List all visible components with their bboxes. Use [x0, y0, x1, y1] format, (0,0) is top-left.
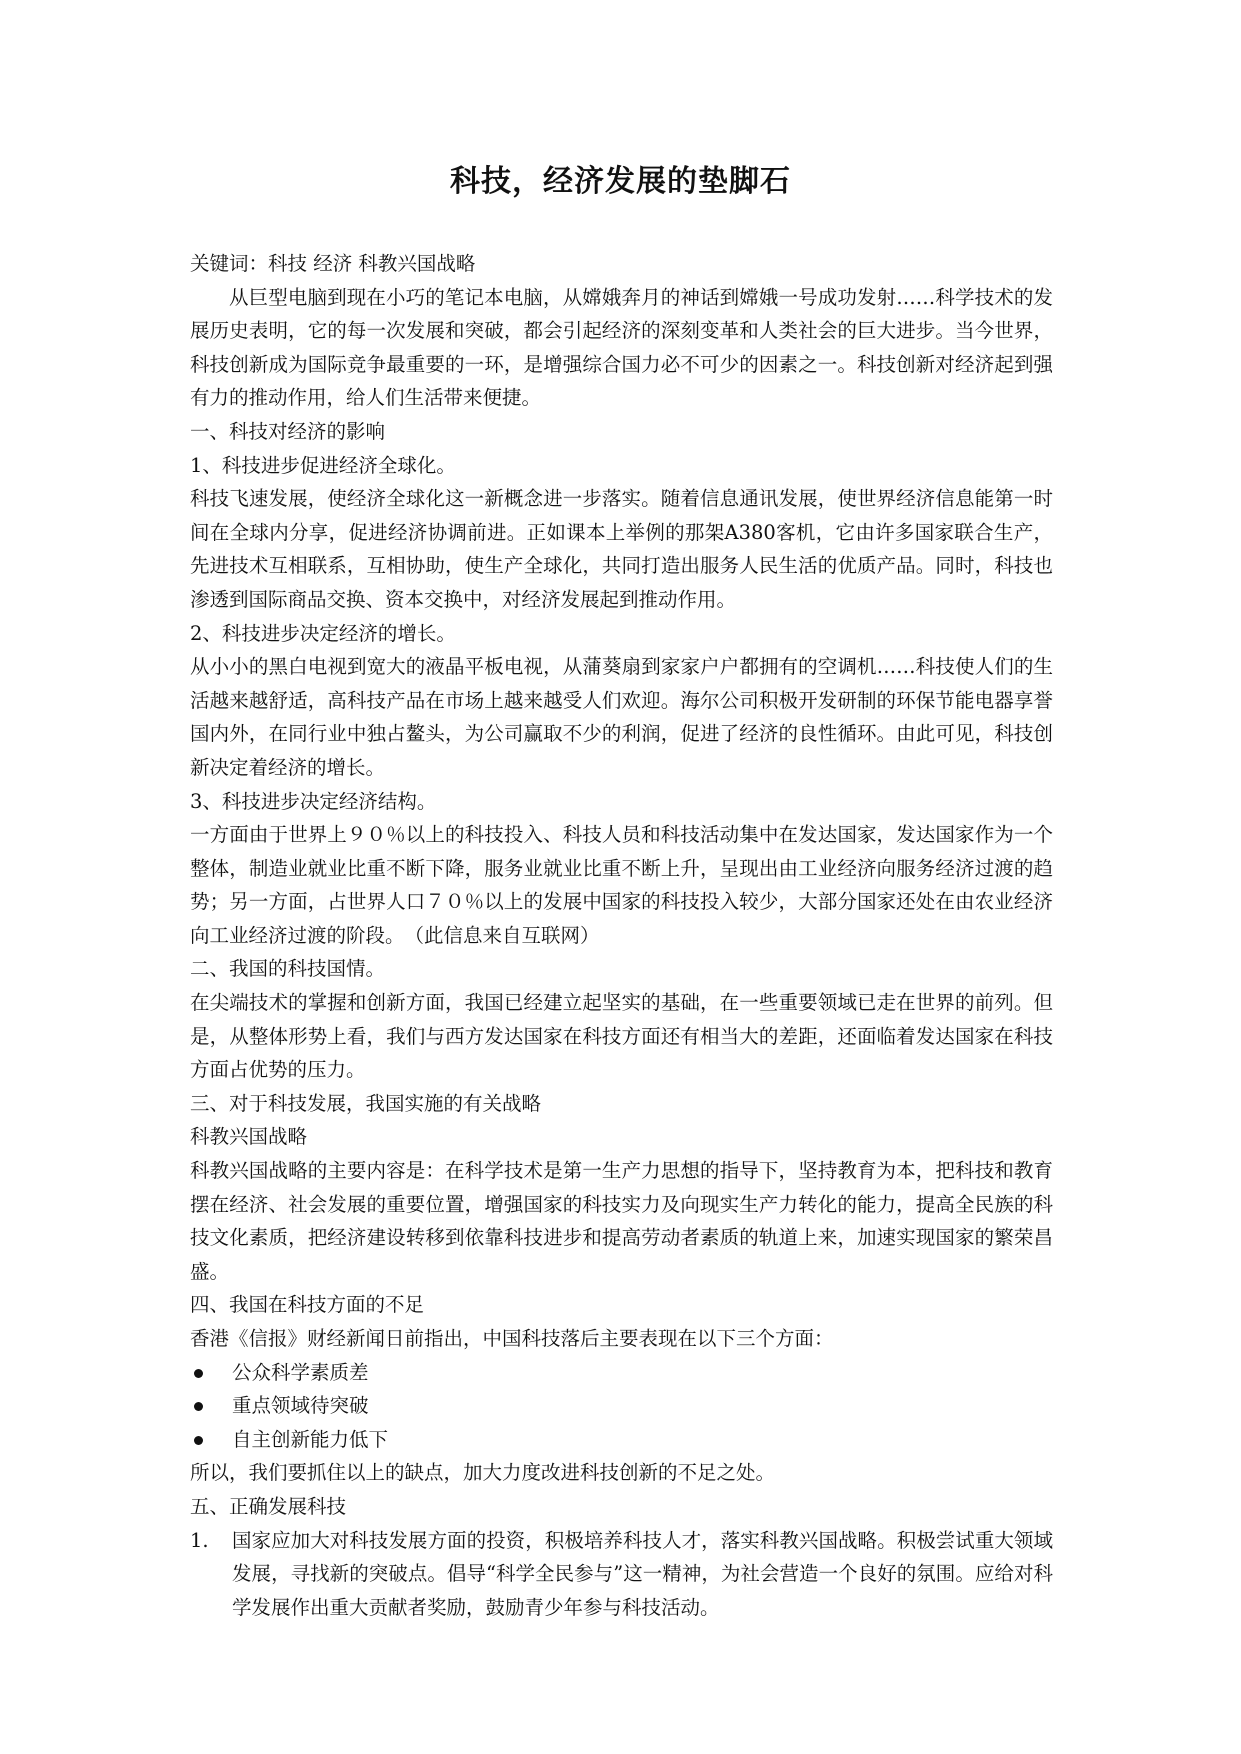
bullet-text: 自主创新能力低下 [232, 1427, 389, 1451]
keywords-line: 关键词：科技 经济 科教兴国战略 [190, 252, 476, 275]
section1-sub3-heading: 3、科技进步决定经济结构。 [190, 789, 437, 813]
section3-sub-heading: 科教兴国战略 [190, 1125, 308, 1149]
section1-sub1-paragraph: 科技飞速发展，使经济全球化这一新概念进一步落实。随着信息通讯发展，使世界经济信息能第一时间在全球内分享，促进经济协调前进。正如课本上举例的那架A380客机，它由许多国家联合生产，先进技术互相联系，互相协助，使生产全球化，共同打造出服务人民生活的优质产品。同时，科技也渗透到国际商品交换、资本交换中，对经济发展起到推动作用。 [190, 487, 1053, 611]
bullet-list-item [190, 1423, 1053, 1457]
bullet-text: 公众科学素质差 [232, 1360, 369, 1384]
section1-heading: 一、科技对经济的影响 [190, 419, 386, 443]
section4-paragraph: 香港《信报》财经新闻日前指出，中国科技落后主要表现在以下三个方面： [190, 1327, 834, 1350]
document-title: 科技，经济发展的垫脚石 [450, 164, 791, 199]
section1-sub3-paragraph: 一方面由于世界上９０％以上的科技投入、科技人员和科技活动集中在发达国家，发达国家作为一个整体，制造业就业比重不断下降，服务业就业比重不断上升，呈现出由工业经济向服务经济过渡的趋势；另一方面，占世界人口７０％以上的发展中国家的科技投入较少，大部分国家还处在由农业经济向工业经济过渡的阶段。 （此信息来自互联网） [190, 823, 1053, 947]
section2-heading: 二、我国的科技国情。 [190, 957, 386, 981]
section2-paragraph: 在尖端技术的掌握和创新方面，我国已经建立起坚实的基础，在一些重要领域已走在世界的前列。但是，从整体形势上看，我们与西方发达国家在科技方面还有相当大的差距，还面临着发达国家在科技方面占优势的压力。 [190, 991, 1053, 1082]
intro-paragraph: 从巨型电脑到现在小巧的笔记本电脑，从嫦娥奔月的神话到嫦娥一号成功发射……科学技术的发展历史表明，它的每一次发展和突破，都会引起经济的深刻变革和人类社会的巨大进步。当今世界，科技创新成为国际竞争最重要的一环，是增强综合国力必不可少的因素之一。科技创新对经济起到强有力的推动作用，给人们生活带来便捷。 [190, 285, 1053, 410]
section5-heading: 五、正确发展科技 [190, 1494, 347, 1518]
bullet-icon [194, 1402, 203, 1411]
document-body [190, 247, 1053, 1624]
section1-sub2-heading: 2、科技进步决定经济的增长。 [190, 621, 456, 645]
section3-paragraph: 科教兴国战略的主要内容是：在科学技术是第一生产力思想的指导下，坚持教育为本，把科技和教育摆在经济、社会发展的重要位置，增强国家的科技实力及向现实生产力转化的能力，提高全民族的科技文化素质，把经济建设转移到依靠科技进步和提高劳动者素质的轨道上来，加速实现国家的繁荣昌盛。 [190, 1159, 1053, 1283]
bullet-list-item [190, 1356, 1053, 1390]
section4-heading: 四、我国在科技方面的不足 [190, 1293, 425, 1317]
bullet-list-item [190, 1389, 1053, 1423]
numbered-list-item [190, 1524, 1053, 1625]
section4-conclusion: 所以，我们要抓住以上的缺点，加大力度改进科技创新的不足之处。 [190, 1461, 776, 1485]
bullet-text: 重点领域待突破 [232, 1394, 369, 1418]
section1-sub2-paragraph: 从小小的黑白电视到宽大的液晶平板电视，从蒲葵扇到家家户户都拥有的空调机……科技使人们的生活越来越舒适，高科技产品在市场上越来越受人们欢迎。海尔公司积极开发研制的环保节能电器享誉国内外，在同行业中独占鳌头，为公司赢取不少的利润，促进了经济的良性循环。由此可见，科技创新决定着经济的增长。 [190, 655, 1053, 779]
numbered-item-text: 国家应加大对科技发展方面的投资，积极培养科技人才，落实科教兴国战略。积极尝试重大领域发展，寻找新的突破点。倡导“科学全民参与”这一精神，为社会营造一个良好的氛围。应给对科学发展作出重大贡献者奖励，鼓励青少年参与科技活动。 [232, 1528, 1053, 1619]
section3-heading: 三、对于科技发展，我国实施的有关战略 [190, 1091, 542, 1115]
bullet-icon [194, 1369, 203, 1378]
list-number: 1. [190, 1528, 209, 1552]
section1-sub1-heading: 1、科技进步促进经济全球化。 [190, 453, 456, 477]
bullet-icon [194, 1436, 203, 1445]
